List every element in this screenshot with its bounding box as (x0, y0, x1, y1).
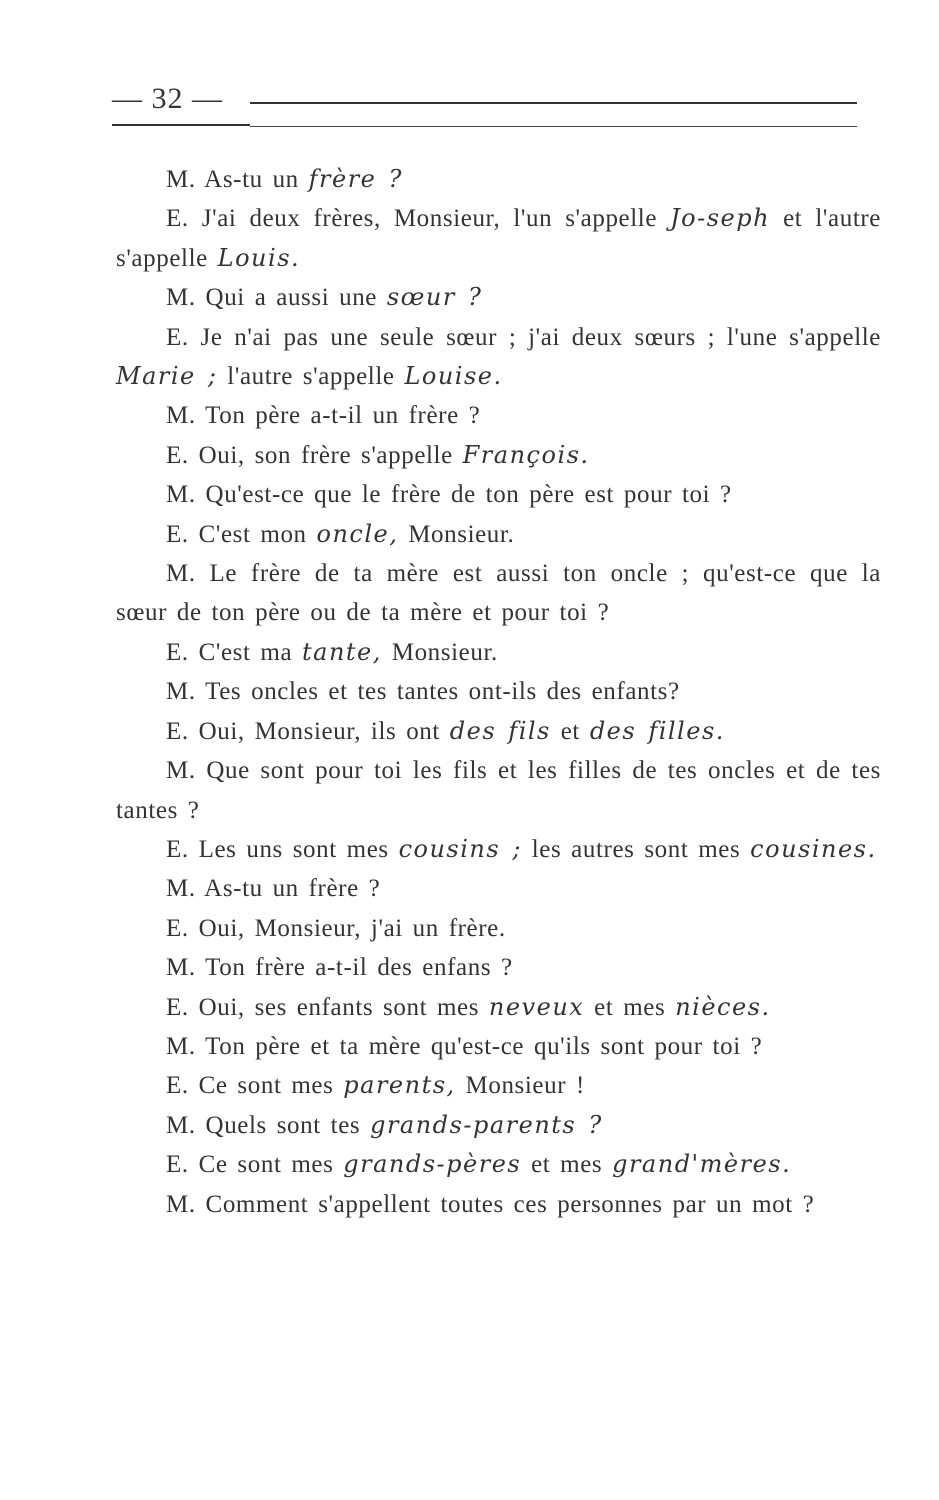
vocabulary-term: des fils (449, 716, 551, 745)
vocabulary-term: grands-pères (343, 1150, 522, 1179)
speaker-label: M. (166, 1032, 196, 1060)
speaker-label: E. (166, 1151, 189, 1179)
dialogue-line (116, 988, 881, 1027)
dialogue-text-run: Comment s'appellent toutes ces personnes par un mot ? (205, 1190, 815, 1218)
dialogue-text-run: J'ai deux frères, Monsieur, l'un s'appelle (201, 205, 671, 233)
dialogue-line (116, 672, 881, 711)
speaker-label: M. (166, 560, 196, 588)
header-rule-left (112, 124, 250, 126)
dialogue-line (116, 199, 881, 278)
speaker-label: E. (166, 323, 189, 351)
vocabulary-term: François. (462, 440, 590, 469)
dialogue-text-run: Le frère de ta mère est aussi ton oncle ; qu'est-ce que la sœur de ton père ou de ta mère et pour toi ? (116, 560, 881, 627)
dialogue-text-run: et (550, 717, 590, 745)
dialogue-line (116, 1027, 881, 1066)
dialogue-line (116, 318, 881, 397)
speaker-label: E. (166, 441, 189, 469)
dialogue-text (116, 160, 881, 1224)
speaker-label: E. (166, 1072, 189, 1100)
dialogue-text-run: Oui, son frère s'appelle (198, 441, 463, 469)
dialogue-text-run: Ton père et ta mère qu'est-ce qu'ils sont pour toi ? (205, 1032, 763, 1060)
dialogue-line (116, 869, 881, 908)
dialogue-text-run: Ton frère a-t-il des enfans ? (205, 954, 513, 982)
dialogue-text-run: Qu'est-ce que le frère de ton père est pour toi ? (205, 481, 732, 509)
vocabulary-term: des filles. (589, 716, 725, 745)
dialogue-line (116, 948, 881, 987)
vocabulary-term: Louise. (404, 362, 503, 391)
speaker-label: M. (166, 481, 196, 509)
dialogue-text-run: Ce sont mes (198, 1072, 344, 1100)
dialogue-text-run: Je n'ai pas une seule sœur ; j'ai deux sœurs ; l'une s'appelle (200, 323, 881, 351)
dialogue-text-run: Qui a aussi une (205, 284, 387, 312)
dialogue-text-run: les autres sont mes (521, 835, 751, 863)
vocabulary-term: cousins ; (398, 834, 522, 863)
dialogue-line (116, 160, 881, 199)
dialogue-line (116, 1185, 881, 1224)
dialogue-text-run: C'est mon (198, 520, 317, 548)
vocabulary-term: frère ? (308, 165, 403, 193)
vocabulary-term: grands-parents ? (370, 1110, 603, 1139)
dialogue-text-run: Oui, Monsieur, j'ai un frère. (198, 914, 506, 942)
dialogue-line (116, 554, 881, 633)
dialogue-text-run: Que sont pour toi les fils et les filles de tes oncles et de tes tantes ? (116, 757, 881, 824)
dialogue-text-run: Monsieur. (398, 520, 515, 548)
vocabulary-term: cousines. (750, 834, 877, 863)
dialogue-text-run: As-tu un frère ? (204, 875, 381, 903)
dialogue-text-run: et l'autre s'appelle (116, 205, 881, 272)
header-rule-top (250, 102, 857, 104)
vocabulary-term: Louis. (217, 243, 301, 272)
page-number: — 32 — (112, 82, 223, 115)
speaker-label: M. (166, 402, 196, 430)
header-rule-bottom (250, 126, 857, 127)
dialogue-line (116, 751, 881, 830)
dialogue-line (116, 633, 881, 672)
speaker-label: M. (166, 678, 196, 706)
vocabulary-term: oncle, (316, 519, 399, 548)
dialogue-line (116, 475, 881, 514)
speaker-label: E. (166, 205, 189, 233)
speaker-label: E. (166, 520, 189, 548)
speaker-label: E. (166, 835, 189, 863)
dialogue-text-run: et mes (521, 1151, 613, 1179)
vocabulary-term: sœur ? (386, 283, 483, 312)
dialogue-line (116, 515, 881, 554)
dialogue-text-run: Oui, ses enfants sont mes (198, 993, 489, 1021)
dialogue-line (116, 1106, 881, 1145)
dialogue-text-run: Monsieur ! (455, 1072, 585, 1100)
dialogue-text-run: Les uns sont mes (198, 835, 399, 863)
dialogue-text-run: Monsieur. (381, 638, 498, 666)
dialogue-line (116, 1066, 881, 1105)
vocabulary-term: tante, (302, 637, 382, 666)
dialogue-line (116, 830, 881, 869)
dialogue-text-run: Oui, Monsieur, ils ont (198, 717, 450, 745)
dialogue-text-run: C'est ma (198, 638, 302, 666)
speaker-label: M. (166, 1190, 196, 1218)
speaker-label: E. (166, 914, 189, 942)
speaker-label: E. (166, 638, 189, 666)
vocabulary-term: Jo-seph (670, 204, 771, 233)
dialogue-line (116, 1145, 881, 1184)
dialogue-text-run: Ce sont mes (198, 1151, 344, 1179)
vocabulary-term: parents, (343, 1071, 456, 1100)
speaker-label: E. (166, 717, 189, 745)
dialogue-text-run: l'autre s'appelle (217, 363, 405, 391)
speaker-label: E. (166, 993, 189, 1021)
page-header (112, 82, 857, 130)
dialogue-line (116, 436, 881, 475)
vocabulary-term: neveux (488, 992, 585, 1021)
vocabulary-term: Marie ; (116, 362, 218, 391)
dialogue-line (116, 278, 881, 317)
speaker-label: M. (166, 954, 196, 982)
dialogue-text-run: Tes oncles et tes tantes ont-ils des enfants? (205, 678, 680, 706)
dialogue-text-run: Ton père a-t-il un frère ? (205, 402, 481, 430)
speaker-label: M. (166, 875, 196, 903)
vocabulary-term: grand'mères. (612, 1150, 792, 1179)
dialogue-line (116, 396, 881, 435)
speaker-label: M. (166, 166, 196, 193)
speaker-label: M. (166, 1111, 196, 1139)
speaker-label: M. (166, 284, 196, 312)
dialogue-line (116, 712, 881, 751)
speaker-label: M. (166, 757, 196, 785)
dialogue-text-run: Quels sont tes (205, 1111, 371, 1139)
vocabulary-term: nièces. (675, 992, 771, 1021)
dialogue-line (116, 909, 881, 948)
dialogue-text-run: et mes (584, 993, 676, 1021)
dialogue-text-run: As-tu un (204, 166, 309, 193)
